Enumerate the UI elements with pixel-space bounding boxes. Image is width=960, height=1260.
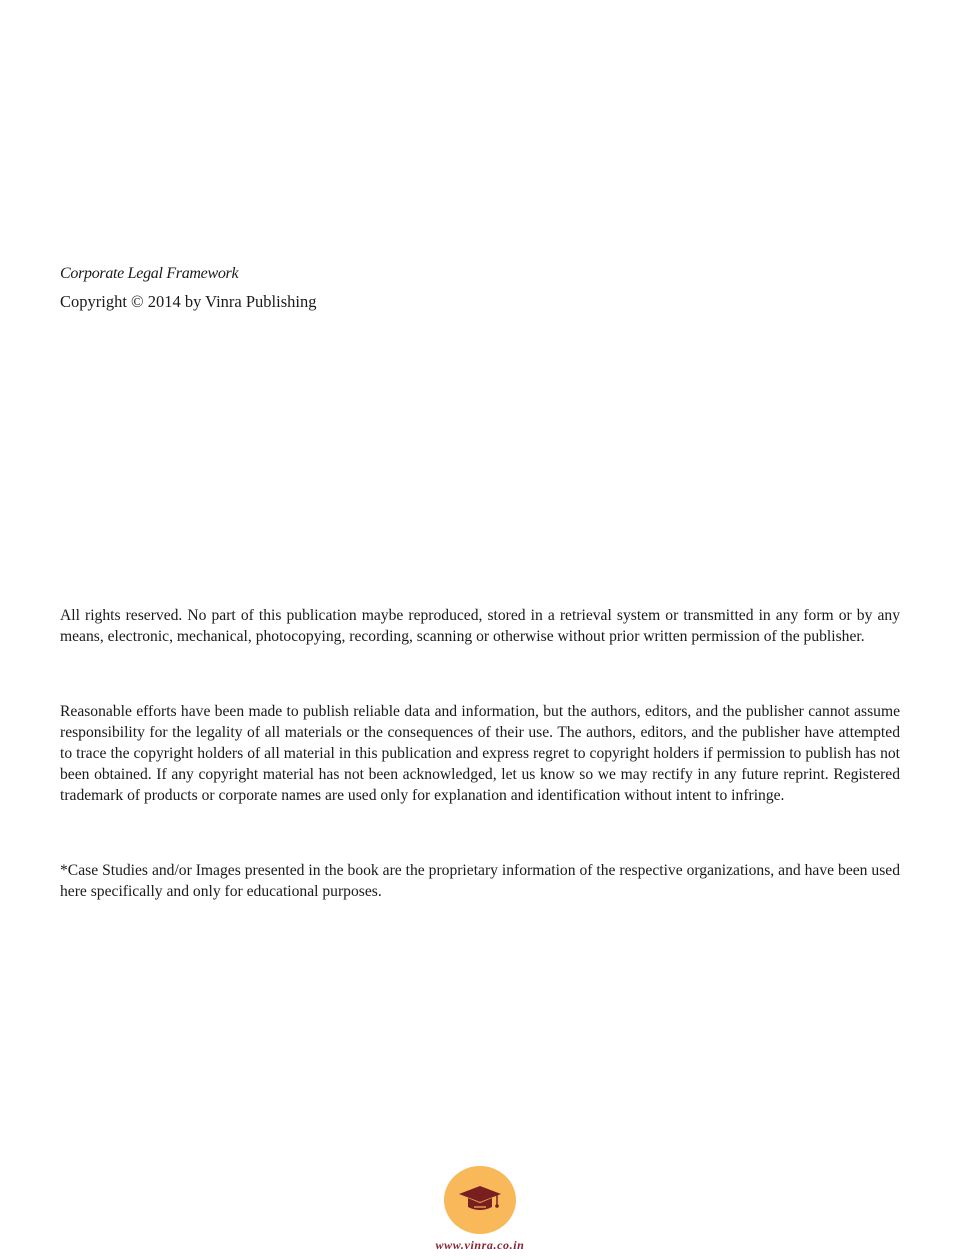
disclaimer-notice: Reasonable efforts have been made to publish reliable data and information, but the authors, editors, and the publisher cannot assume responsibility for the legality of all materials or the consequences of their use. The authors, editors, and the publisher have attempted to trace the copyright holders of all material in this publication and express regret to copyright holders if permission to publish has not been obtained. If any copyright material has not been acknowledged, let us know so we may rectify in any future reprint. Registered trademark of products or corporate names are used only for explanation and identification without intent to infringe. xyxy=(60,703,900,804)
rights-reserved-notice: All rights reserved. No part of this publication maybe reproduced, stored in a retrieval system or transmitted in any form or by any means, electronic, mechanical, photocopying, recording, scanning or otherwise without prior written permission of the publisher. xyxy=(60,607,900,645)
book-title: Corporate Legal Framework xyxy=(60,265,239,282)
copyright-line: Copyright © 2014 by Vinra Publishing xyxy=(60,292,317,311)
case-studies-notice: *Case Studies and/or Images presented in the book are the proprietary information of the respective organizations, and have been used here specifically and only for educational purposes. xyxy=(60,862,900,900)
graduation-cap-icon xyxy=(457,1180,503,1220)
publisher-logo xyxy=(444,1166,516,1234)
website-url[interactable]: www.vinra.co.in xyxy=(435,1238,525,1252)
